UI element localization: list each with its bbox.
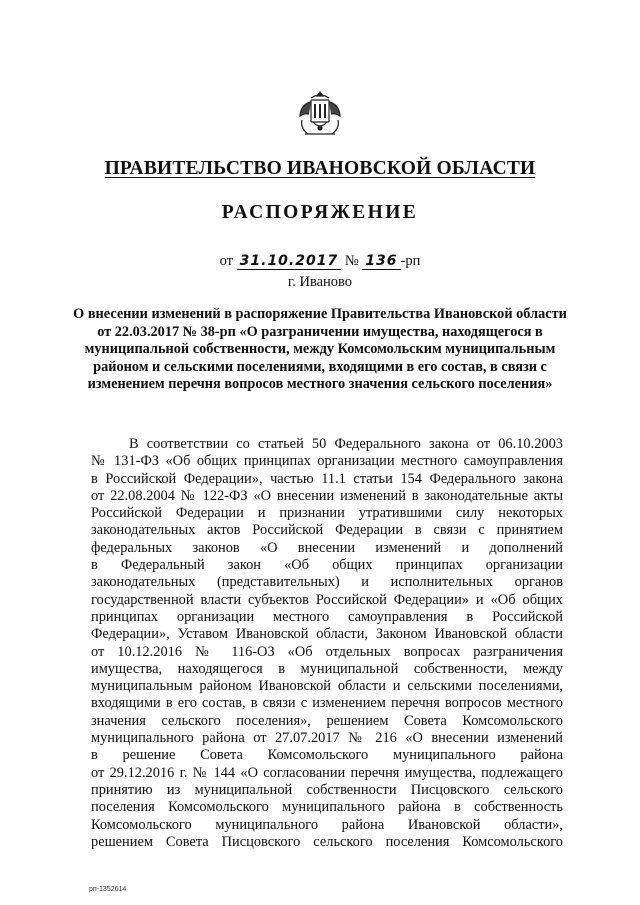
date-number-line xyxy=(180,253,460,270)
body-line: законодательных (представительных) и исполнительных органов xyxy=(91,574,563,591)
body-line: Федерации», Уставом Ивановской области, Законом Ивановской области xyxy=(91,626,563,643)
document-date: 31.10.2017 xyxy=(237,253,342,270)
body-line: имущества, находящегося в муниципальной собственности, между xyxy=(91,660,563,677)
body-line: № 131-ФЗ «Об общих принципах организации местного самоуправления xyxy=(91,453,563,470)
body-line: законодательных актов Российской Федерации в связи с принятием xyxy=(91,522,563,539)
date-prefix: от xyxy=(219,253,234,269)
body-text xyxy=(91,436,563,851)
body-line: в Российской Федерации», частью 11.1 статьи 154 Федерального закона xyxy=(91,470,563,487)
footer-code: рп-1352614 xyxy=(89,886,127,893)
body-line: от 10.12.2016 № 116-ОЗ «Об отдельных вопросах разграничения xyxy=(91,643,563,660)
document-heading: О внесении изменений в распоряжение Правительства Ивановской области от 22.03.2017 № 38-рп «О разграничении имущества, находящегося в муниципальной собственности, между Комсомольским муниципальным районом и сельскими поселениями, входящими в его состав, в связи с изменением перечня вопросов местного значения сельского поселения» xyxy=(73,306,567,393)
body-line: входящими в его состав, в связи с изменением перечня вопросов местного xyxy=(91,695,563,712)
body-line: принятию из муниципальной собственности Писцовского сельского xyxy=(91,781,563,798)
body-line: Комсомольского муниципального района Ивановской области», xyxy=(91,816,563,833)
body-line: муниципального района от 27.07.2017 № 216 «О внесении изменений xyxy=(91,730,563,747)
body-line: Российской Федерации и признании утратившими силу некоторых xyxy=(91,505,563,522)
city: г. Иваново xyxy=(287,274,353,290)
body-line: в решение Совета Комсомольского муниципального района xyxy=(91,747,563,764)
number-prefix: № xyxy=(344,253,359,269)
body-line: государственной власти субъектов Российской Федерации» и «Об общих xyxy=(91,591,563,608)
document-number: 136 xyxy=(362,253,400,270)
body-line: решением Совета Писцовского сельского поселения Комсомольского xyxy=(91,833,563,850)
body-line: В соответствии со статьей 50 Федерального закона от 06.10.2003 xyxy=(129,436,563,452)
document-type: РАСПОРЯЖЕНИЕ xyxy=(221,202,419,223)
body-line: поселения Комсомольского муниципального района в собственность xyxy=(91,799,563,816)
body-line: муниципальным районом Ивановской области и сельскими поселениями, xyxy=(91,678,563,695)
government-title: ПРАВИТЕЛЬСТВО ИВАНОВСКОЙ ОБЛАСТИ xyxy=(104,158,536,179)
body-line: федеральных законов «О внесении изменений и дополнений xyxy=(91,539,563,556)
body-line: от 22.08.2004 № 122-ФЗ «О внесении изменений в законодательные акты xyxy=(91,487,563,504)
number-suffix: -рп xyxy=(400,253,421,269)
body-line: принципах организации местного самоуправления в Российской xyxy=(91,608,563,625)
body-line: от 29.12.2016 г. № 144 «О согласовании перечня имущества, подлежащего xyxy=(91,764,563,781)
body-line: в Федеральный закон «Об общих принципах организации xyxy=(91,557,563,574)
body-line: значения сельского поселения», решением Совета Комсомольского xyxy=(91,712,563,729)
coat-of-arms-icon xyxy=(297,88,343,140)
